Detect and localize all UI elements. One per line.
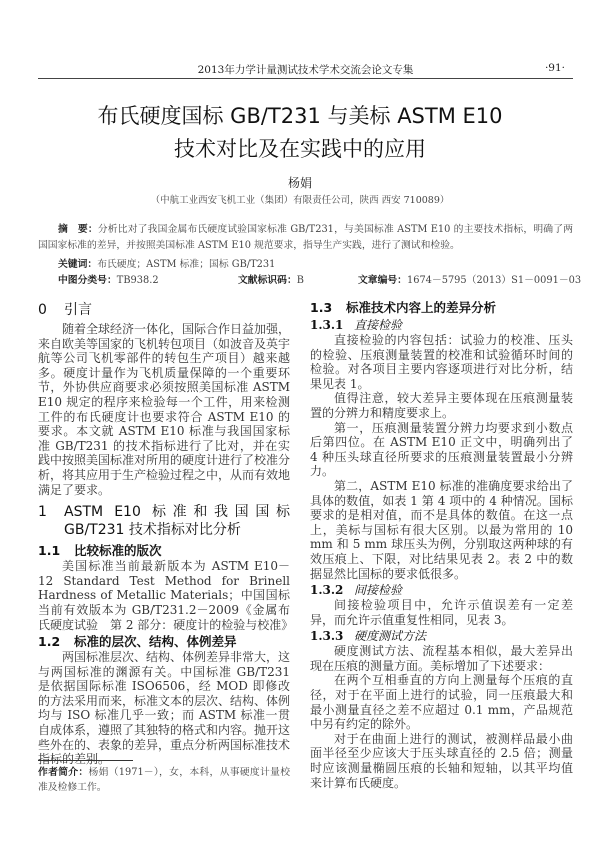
classification [58, 274, 582, 288]
footnote-label: 作者简介： [38, 767, 89, 778]
section-title: 引言 [64, 302, 92, 318]
keywords-text: 布氏硬度；ASTM 标准；国标 GB/T231 [97, 259, 276, 270]
section-1-1-heading [38, 542, 290, 559]
journal-name: 2013年力学计量测试技术学术交流会论文专集 [197, 64, 414, 76]
author: 杨娟 [287, 176, 312, 190]
section-title: 间接检验 [354, 583, 403, 598]
section-title: 标准的层次、结构、体例差异 [74, 634, 237, 650]
paragraph: 美国标准当前最新版本为 ASTM E10－12 Standard Test Method for Brinell Hardness of Metallic Materials；中国国标当前有效版本为 GB/T231.2－2009《金属布氏硬度试验 第 2 部分：硬度计的检验与校准》 [38, 559, 294, 632]
title-line-2: 技术对比及在实践中的应用 [174, 137, 426, 161]
paragraph: 硬度测试方法、流程基本相似，最大差异出现在压痕的测量方面。美标增加了下述要求： [310, 644, 573, 673]
article-no-label: 文章编号： [358, 275, 407, 286]
section-1-3-3-heading [310, 628, 573, 644]
abstract [38, 222, 573, 254]
right-column [310, 298, 573, 790]
section-number: 1.3.2 [310, 583, 344, 598]
paragraph: 对于在曲面上进行的测试，被测样品最小曲面半径至少应该大于压头球直径的 2.5 倍；测量时应该测量椭圆压痕的长轴和短轴，以其平均值来计算布氏硬度。 [310, 731, 573, 790]
paragraph: 在两个互相垂直的方向上测量每个压痕的直径，对于在平面上进行的试验，同一压痕最大和最小测量直径之差不应超过 0.1 mm，产品规范中另有约定的除外。 [310, 673, 573, 732]
running-header [38, 60, 573, 79]
section-1-3-2-heading [310, 582, 573, 598]
paragraph: 第二，ASTM E10 标准的准确度要求给出了具体的数值，如表 1 第 4 项中的 4 种情况。国标要求的是相对值，而不是具体的数值。在这一点上，美标与国标有很大区别。以最为常用的 10 mm 和 5 mm 球压头为例，分别取这两种球的有效压痕上、下限，对比结果见表 2。表 2 中的数据显然比国标的要求低很多。 [310, 478, 573, 581]
paragraph: 随着全球经济一体化，国际合作日益加强，来自欧美等国家的飞机转包项目（如波音及英宇航等公司飞机零部件的转包生产项目）越来越多。硬度计量作为飞机质量保障的一个重要环节，外协供应商要求必须按照美国标准 ASTM E10 规定的程序来检验每一个工件，用来检测工件的布氏硬度计也要求符合 ASTM E10 的要求。本文就 ASTM E10 标准与我国国家标准 GB/T231 的技术指标进行了比对，并在实践中按照美国标准对所用的硬度计进行了校准分析，将其应用于生产检验过程之中，从而有效地满足了要求。 [38, 322, 291, 497]
section-number: 1.2 [38, 634, 61, 650]
section-title: 直接检验 [354, 318, 403, 332]
section-1-3-1-heading [310, 317, 573, 333]
keywords-label: 关键词： [58, 259, 98, 270]
page-number: ·91· [544, 62, 565, 74]
abstract-label: 摘 要： [58, 224, 98, 235]
footnote-text: 杨娟（1971－），女，本科，从事硬度计量校准及检修工作。 [38, 767, 290, 793]
section-1-heading [38, 503, 290, 539]
section-0-heading [38, 301, 290, 319]
title-line-1: 布氏硬度国标 GB/T231 与美标 ASTM E10 [97, 104, 503, 128]
section-1-2-heading [38, 633, 290, 650]
abstract-text: 分析比对了我国金属布氏硬度试验国家标准 GB/T231，与美国标准 ASTM E10 的主要技术指标，明确了两国国家标准的差异，并按照美国标准 ASTM E10 规范要求，指导生产实践，进行了测试和检验。 [38, 224, 573, 251]
section-title: 硬度测试方法 [354, 629, 427, 644]
clc-value: TB938.2 [116, 275, 159, 286]
section-number: 1 [38, 504, 47, 521]
paragraph: 间接检验项目中，允许示值误差有一定差异，而允许示值重复性相同，见表 3。 [310, 598, 573, 627]
section-number: 1.3.3 [310, 629, 344, 644]
author-footnote [38, 765, 290, 795]
section-number: 0 [38, 302, 47, 318]
affiliation: （中航工业西安飞机工业（集团）有限责任公司，陕西 西安 710089） [150, 195, 450, 206]
paragraph: 两国标准层次、结构、体例差异非常大，这与两国标准的渊源有关。中国标准 GB/T231 是依据国际标准 ISO6506，经 MOD 即修改的方法采用而来，标准文本的层次、结构、体例均与 ISO 标准几乎一致；而 ASTM 标准一贯自成体系，遵照了其独特的格式和内容。抛开这些外在的、表象的差异，重点分析两国标准技术指标的差别。 [38, 650, 291, 767]
section-number: 1.3.1 [310, 318, 344, 332]
section-title: ASTM E10 标准和我国国标 GB/T231 技术指标对比分析 [64, 504, 290, 539]
section-number: 1.1 [38, 543, 61, 559]
section-1-3-heading [310, 299, 573, 316]
paper-title [0, 100, 600, 166]
paragraph: 第一，压痕测量装置分辨力均要求到小数点后第四位。在 ASTM E10 正文中，明确列出了 4 种压头球直径所要求的压痕测量装置最小分辨力。 [310, 420, 573, 479]
keywords [58, 258, 275, 272]
doc-code-value: B [296, 275, 304, 286]
section-number: 1.3 [310, 300, 333, 315]
footnote-rule [38, 760, 133, 761]
doc-code-label: 文献标识码： [238, 275, 297, 286]
paragraph: 值得注意，较大差异主要体现在压痕测量装置的分辨力和精度要求上。 [310, 391, 573, 420]
article-no-value: 1674－5795（2013）S1－0091－03 [406, 275, 582, 286]
left-column [38, 298, 294, 767]
clc-label: 中图分类号： [58, 275, 117, 286]
paragraph: 直接检验的内容包括：试验力的校准、压头的检验、压痕测量装置的校准和试验循环时间的检验。对各项目主要内容逐项进行对比分析，结果见表 1。 [310, 333, 573, 391]
section-title: 比较标准的版次 [74, 543, 162, 559]
section-title: 标准技术内容上的差异分析 [346, 300, 497, 315]
